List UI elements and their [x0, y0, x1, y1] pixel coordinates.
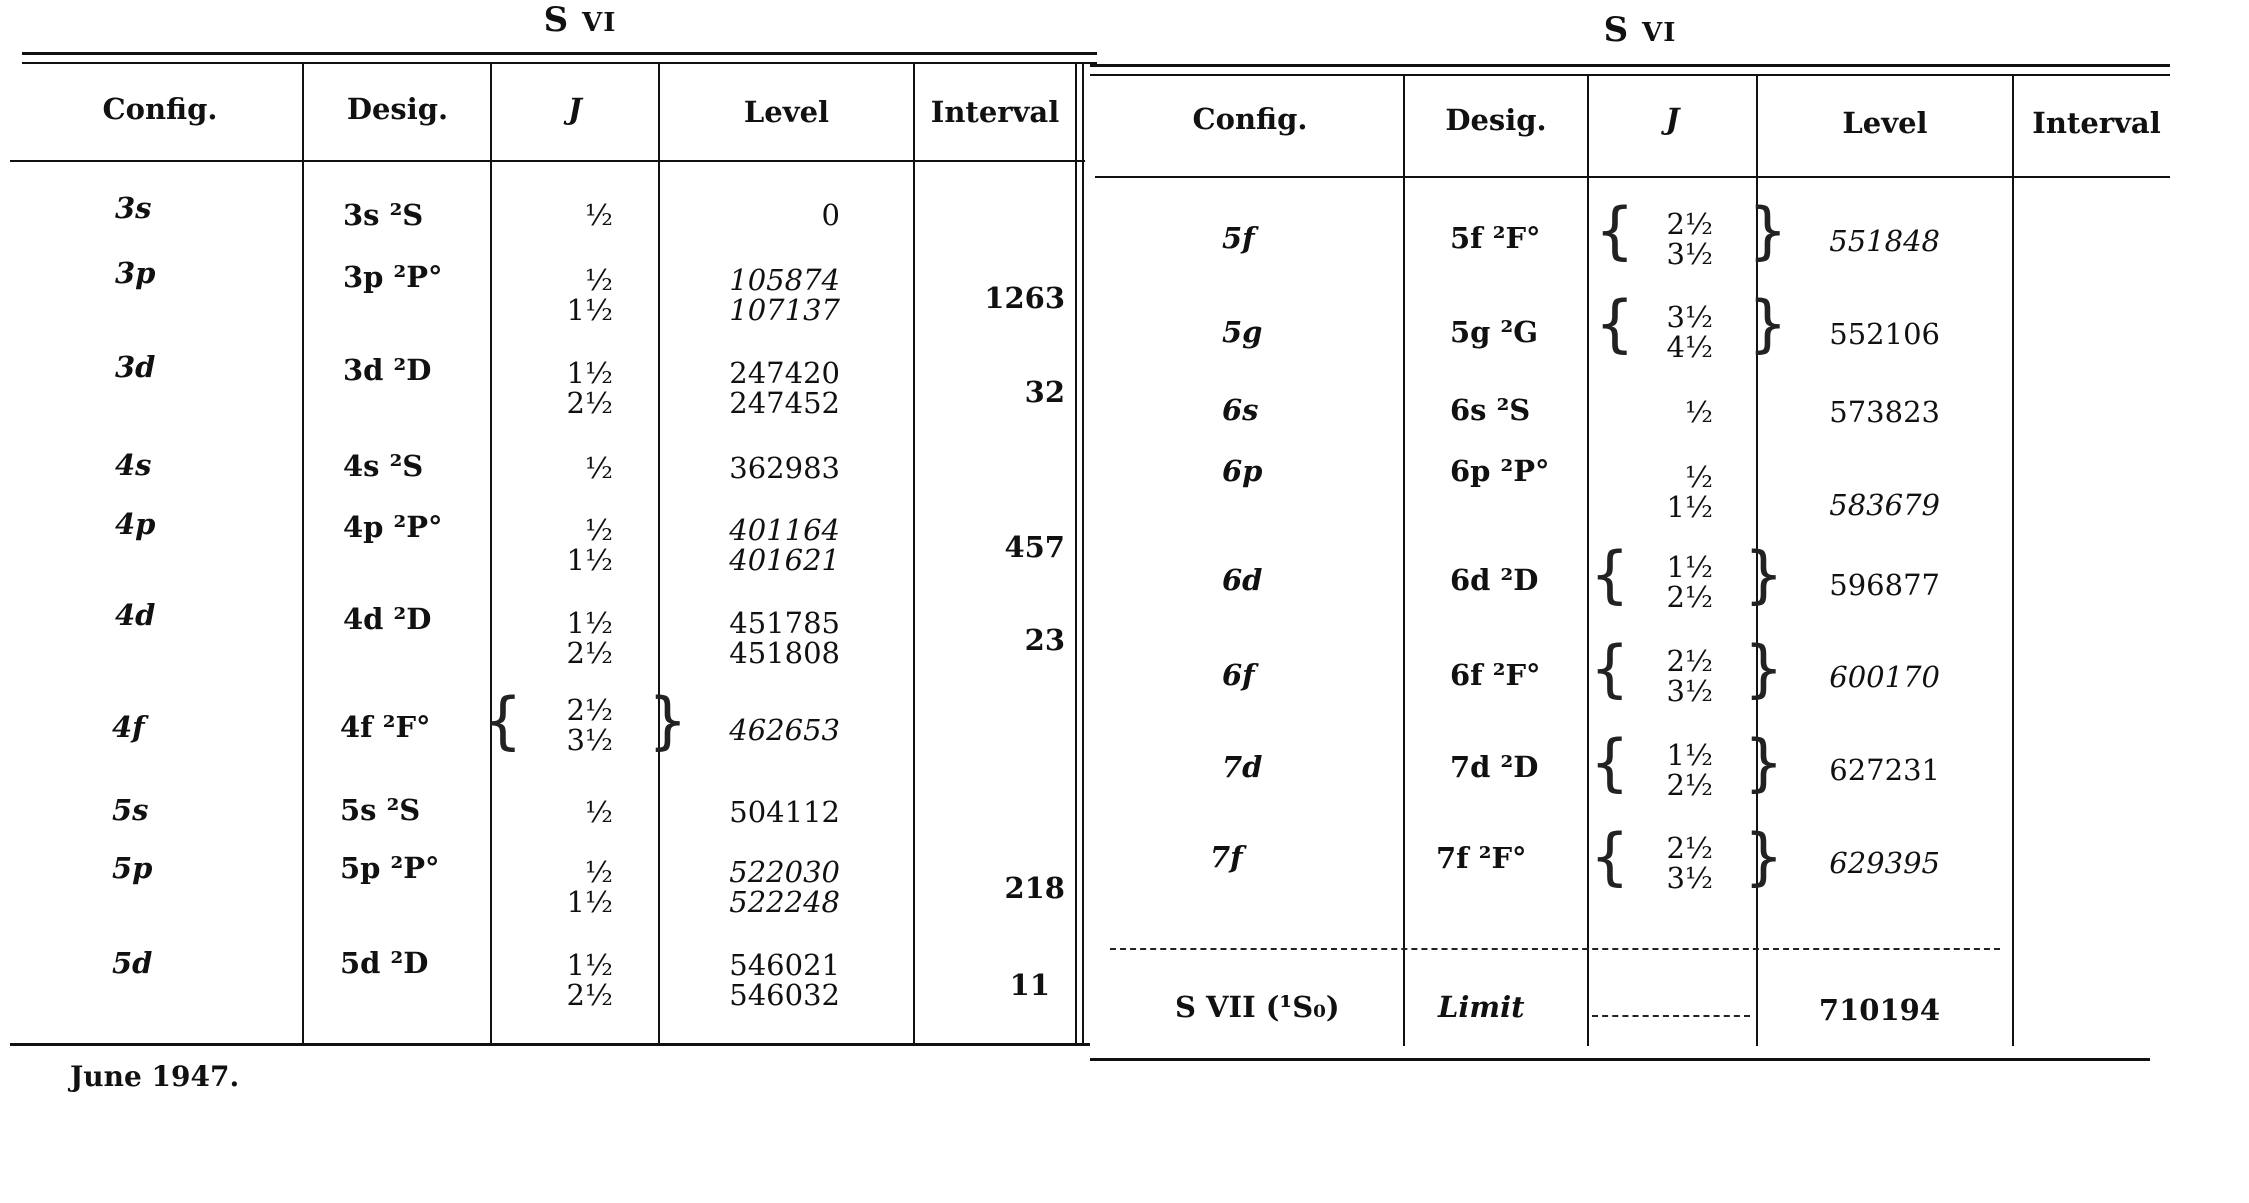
left-row-2-level-1: 247420 [729, 356, 840, 390]
left-row-9-level [660, 950, 840, 1010]
left-bottom-rule [10, 1043, 1090, 1046]
left-row-5-level-2: 451808 [729, 636, 840, 670]
left-row-9-level-2: 546032 [729, 978, 840, 1012]
right-row-7-j-2: 3½ [1666, 861, 1713, 895]
right-row-0-j [1655, 209, 1713, 269]
left-row-4-j-1: ½ [584, 513, 613, 547]
left-row-3-j [555, 453, 613, 483]
left-row-6-j [555, 695, 613, 755]
left-row-7-level-1: 504112 [729, 795, 840, 829]
left-col-sep-2 [490, 64, 492, 1044]
left-row-7-config: 5s [112, 793, 149, 827]
right-limit-dash-separator [1110, 948, 2000, 950]
left-row-5-j-2: 2½ [566, 636, 613, 670]
left-row-8-level-1: 522030 [729, 855, 840, 889]
left-row-9-desig: 5d ²D [340, 946, 429, 980]
right-row-7-j [1655, 833, 1713, 893]
left-col-sep-1 [302, 64, 304, 1044]
left-header-j-text: J [568, 92, 582, 126]
right-row-1-j [1655, 302, 1713, 362]
left-row-5-j [555, 608, 613, 668]
left-row-7-j [555, 797, 613, 827]
left-row-9-j-2: 2½ [566, 978, 613, 1012]
left-row-1-desig: 3p ²P° [343, 260, 443, 294]
right-limit-level: 710194 [1818, 993, 1940, 1027]
right-row-1-level: 552106 [1829, 317, 1940, 351]
left-row-7-level [660, 797, 840, 827]
left-row-3-desig: 4s ²S [343, 449, 424, 483]
left-row-1-level-1: 105874 [729, 263, 840, 297]
left-row-0-j-1: ½ [584, 198, 613, 232]
left-row-5-level-1: 451785 [729, 606, 840, 640]
right-row-5-right-brace: } [1744, 632, 1784, 705]
left-row-0-level-1: 0 [821, 198, 840, 232]
right-title-roman: VI [1642, 18, 1677, 48]
left-row-6-j-2: 3½ [566, 723, 613, 757]
right-row-0-desig: 5f ²F° [1450, 221, 1541, 255]
left-row-4-level [660, 515, 840, 575]
left-row-4-level-2: 401621 [729, 543, 840, 577]
left-top-rule-2 [22, 62, 1097, 64]
right-row-7-config: 7f [1210, 840, 1243, 874]
left-row-9-level-1: 546021 [729, 948, 840, 982]
right-row-7-right-brace: } [1744, 820, 1784, 893]
left-row-4-j-2: 1½ [566, 543, 613, 577]
right-row-4-left-brace: { [1590, 538, 1630, 611]
left-row-8-interval: 218 [1004, 871, 1065, 905]
left-row-8-level [660, 857, 840, 917]
right-row-1-desig: 5g ²G [1450, 315, 1539, 349]
right-row-2-config: 6s [1222, 393, 1259, 427]
left-row-8-level-2: 522248 [729, 885, 840, 919]
left-row-1-level [660, 265, 840, 325]
left-header-config: Config. [102, 92, 218, 126]
right-row-0-j-1: 2½ [1666, 207, 1713, 241]
right-row-2-desig: 6s ²S [1450, 393, 1531, 427]
right-row-6-config: 7d [1222, 750, 1263, 784]
footer-date: June 1947. [70, 1060, 240, 1093]
right-header-desig: Desig. [1445, 103, 1547, 137]
right-row-3-j [1655, 462, 1713, 522]
left-row-1-j-2: 1½ [566, 293, 613, 327]
right-row-5-j-2: 3½ [1666, 674, 1713, 708]
left-row-2-j-2: 2½ [566, 386, 613, 420]
right-row-6-right-brace: } [1744, 726, 1784, 799]
left-row-2-interval: 32 [1024, 375, 1065, 409]
right-row-3-level: 583679 [1829, 488, 1940, 522]
left-header-desig: Desig. [346, 92, 449, 126]
left-row-5-level [660, 608, 840, 668]
right-row-0-config: 5f [1222, 221, 1255, 255]
right-header-rule [1095, 176, 2170, 178]
left-row-1-j-1: ½ [584, 263, 613, 297]
left-row-8-config: 5p [112, 851, 153, 885]
left-row-6-j-1: 2½ [566, 693, 613, 727]
left-row-9-config: 5d [112, 946, 153, 980]
left-row-6-level [660, 715, 840, 745]
left-row-6-left-brace: { [483, 684, 523, 757]
left-row-2-config: 3d [115, 350, 156, 384]
right-limit-desig: Limit [1438, 990, 1525, 1024]
left-row-6-desig: 4f ²F° [340, 710, 431, 744]
right-row-6-j-2: 2½ [1666, 768, 1713, 802]
left-row-6-right-brace: } [648, 684, 688, 757]
left-row-0-desig: 3s ²S [343, 198, 424, 232]
right-row-7-level: 629395 [1829, 846, 1940, 880]
right-row-3-j-2: 1½ [1666, 490, 1713, 524]
left-row-1-j [555, 265, 613, 325]
left-row-5-j-1: 1½ [566, 606, 613, 640]
right-row-4-config: 6d [1222, 563, 1263, 597]
right-row-5-desig: 6f ²F° [1450, 658, 1541, 692]
right-row-5-j-1: 2½ [1666, 644, 1713, 678]
right-table-title [1570, 10, 1710, 50]
left-header-j [492, 92, 658, 126]
right-row-4-desig: 6d ²D [1450, 563, 1539, 597]
right-col-sep-4 [2012, 76, 2014, 1046]
left-row-7-j-1: ½ [584, 795, 613, 829]
left-table-title [510, 0, 650, 40]
right-row-6-left-brace: { [1590, 726, 1630, 799]
left-title-roman: VI [582, 8, 617, 38]
left-row-1-config: 3p [115, 256, 156, 290]
left-row-3-level-1: 362983 [729, 451, 840, 485]
left-row-8-desig: 5p ²P° [340, 851, 440, 885]
right-limit-config: S VII (¹S₀) [1175, 990, 1340, 1024]
right-row-1-right-brace: } [1748, 287, 1788, 360]
right-row-5-j [1655, 646, 1713, 706]
right-row-6-desig: 7d ²D [1450, 750, 1539, 784]
right-header-config: Config. [1192, 102, 1308, 136]
right-row-4-right-brace: } [1744, 538, 1784, 611]
right-row-3-j-1: ½ [1684, 460, 1713, 494]
right-top-rule-2 [1090, 74, 2170, 76]
right-row-3-desig: 6p ²P° [1450, 454, 1550, 488]
left-row-3-level [660, 453, 840, 483]
right-row-2-level: 573823 [1829, 395, 1940, 429]
right-row-1-config: 5g [1222, 315, 1263, 349]
left-row-0-j [555, 200, 613, 230]
left-row-0-level [660, 200, 840, 230]
left-col-sep-6 [1082, 64, 1084, 1044]
left-row-2-level-2: 247452 [729, 386, 840, 420]
right-row-5-left-brace: { [1590, 632, 1630, 705]
left-col-sep-5 [1075, 64, 1077, 1044]
right-row-6-j-1: 1½ [1666, 738, 1713, 772]
right-row-4-j-2: 2½ [1666, 580, 1713, 614]
right-row-4-j [1655, 552, 1713, 612]
right-row-0-j-2: 3½ [1666, 237, 1713, 271]
left-row-5-config: 4d [115, 598, 156, 632]
right-col-sep-2 [1587, 76, 1589, 1046]
right-row-6-level: 627231 [1829, 753, 1940, 787]
left-row-4-interval: 457 [1004, 530, 1065, 564]
left-row-6-level-1: 462653 [729, 713, 840, 747]
right-row-1-j-1: 3½ [1666, 300, 1713, 334]
left-row-2-level [660, 358, 840, 418]
left-header-level: Level [743, 95, 830, 129]
left-row-4-config: 4p [115, 507, 156, 541]
right-row-5-config: 6f [1222, 658, 1255, 692]
right-title-element: S [1603, 10, 1630, 50]
right-row-2-j-1: ½ [1684, 395, 1713, 429]
right-bottom-rule [1090, 1058, 2150, 1061]
right-row-0-left-brace: { [1595, 194, 1635, 267]
left-row-8-j [555, 857, 613, 917]
right-header-interval: Interval [2032, 106, 2161, 140]
right-row-7-j-1: 2½ [1666, 831, 1713, 865]
right-limit-j-dash [1592, 1015, 1750, 1017]
left-row-2-j-1: 1½ [566, 356, 613, 390]
right-row-3-config: 6p [1222, 454, 1263, 488]
right-top-rule-1 [1090, 64, 2170, 67]
left-row-3-config: 4s [115, 448, 152, 482]
left-row-2-desig: 3d ²D [343, 353, 432, 387]
right-row-4-j-1: 1½ [1666, 550, 1713, 584]
left-row-3-j-1: ½ [584, 451, 613, 485]
left-row-4-j [555, 515, 613, 575]
right-row-0-right-brace: } [1748, 194, 1788, 267]
right-col-sep-1 [1403, 76, 1405, 1046]
right-row-2-j [1655, 397, 1713, 427]
left-row-5-desig: 4d ²D [343, 602, 432, 636]
left-header-rule [10, 160, 1085, 162]
right-header-j-text: J [1665, 102, 1680, 136]
left-row-9-j-1: 1½ [566, 948, 613, 982]
left-row-5-interval: 23 [1024, 623, 1065, 657]
left-row-8-j-2: 1½ [566, 885, 613, 919]
left-header-interval: Interval [930, 95, 1060, 129]
left-row-7-desig: 5s ²S [340, 793, 421, 827]
left-row-9-interval: 11 [1009, 968, 1050, 1002]
right-row-7-left-brace: { [1590, 820, 1630, 893]
left-row-4-level-1: 401164 [729, 513, 840, 547]
left-row-4-desig: 4p ²P° [343, 510, 443, 544]
right-row-1-j-2: 4½ [1666, 330, 1713, 364]
right-row-1-left-brace: { [1595, 287, 1635, 360]
left-row-1-interval: 1263 [984, 281, 1065, 315]
left-title-element: S [543, 0, 570, 40]
right-row-0-level: 551848 [1829, 224, 1940, 258]
left-top-rule-1 [22, 52, 1097, 55]
left-row-9-j [555, 950, 613, 1010]
right-row-5-level: 600170 [1829, 660, 1940, 694]
right-row-7-desig: 7f ²F° [1436, 841, 1527, 875]
left-row-0-config: 3s [115, 191, 152, 225]
right-row-4-level: 596877 [1829, 568, 1940, 602]
left-row-6-config: 4f [112, 710, 145, 744]
left-row-2-j [555, 358, 613, 418]
right-header-j [1589, 102, 1756, 136]
right-header-level: Level [1842, 106, 1928, 140]
left-row-1-level-2: 107137 [729, 293, 840, 327]
right-row-6-j [1655, 740, 1713, 800]
left-row-8-j-1: ½ [584, 855, 613, 889]
